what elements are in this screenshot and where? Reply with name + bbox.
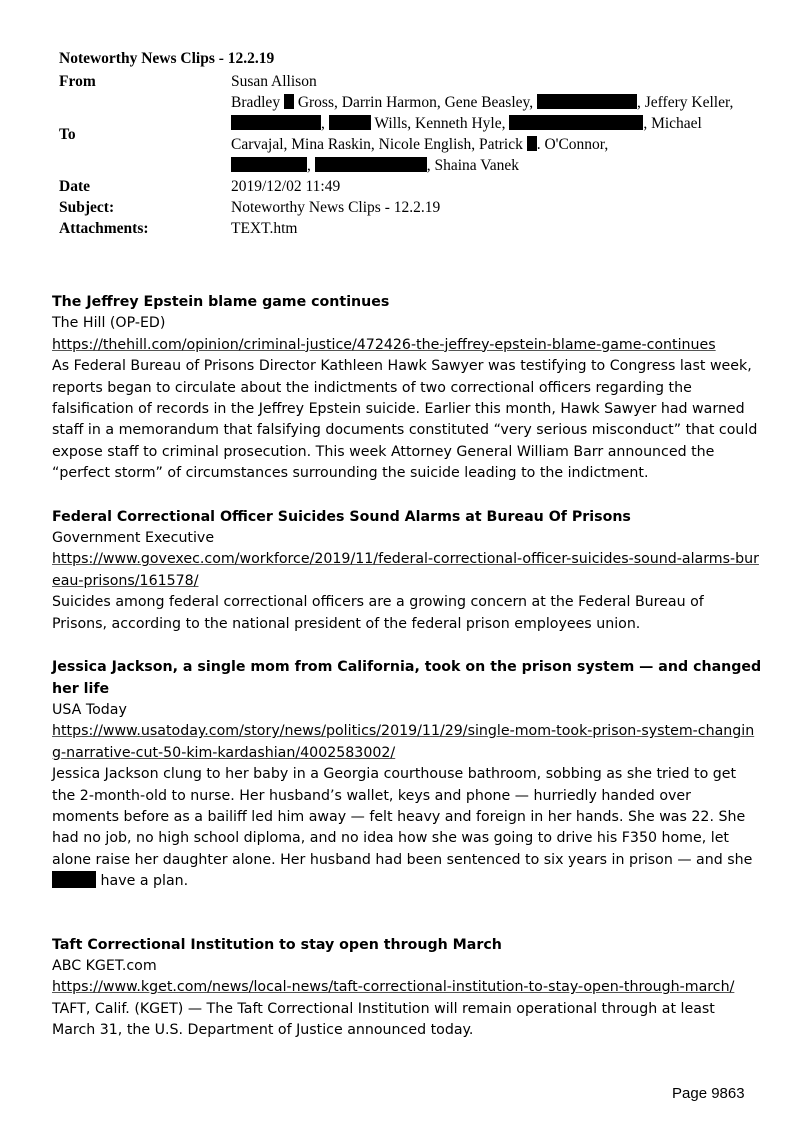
redaction-box [52,871,96,888]
attachments-label: Attachments: [59,220,149,237]
subject-row [59,197,759,218]
to-text: Wills, Kenneth Hyle, [370,115,510,132]
date-row [59,176,759,197]
redaction-box [231,115,321,130]
article-source: ABC KGET.com [52,957,157,974]
redaction-box [284,94,294,109]
redaction-box [527,136,537,151]
article-summary: As Federal Bureau of Prisons Director Kathleen Hawk Sawyer was testifying to Congress last week, reports began to circulate about the indictments of two correctional officers regarding the falsification of records in the Jeffrey Epstein suicide. Earlier this month, Hawk Sawyer had warned staff in a memorandum that falsifying documents constituted “very serious misconduct” that could expose staff to criminal prosecution. This week Attorney General William Barr announced the “perfect storm” of circumstances surrounding the suicide leading to the indictment. [52,358,758,482]
article-title: Federal Correctional Officer Suicides Sound Alarms at Bureau Of Prisons [52,508,631,525]
to-value [231,92,751,176]
to-label: To [59,125,76,143]
to-text: Gross, Darrin Harmon, Gene Beasley, [293,94,538,111]
article-link[interactable]: https://www.govexec.com/workforce/2019/11/federal-correctional-officer-suicides-sound-alarms-bureau-prisons/161578/ [52,551,759,589]
to-text: , Michael Carvajal, Mina Raskin, Nicole English, Patrick [231,115,702,153]
subject-value: Noteworthy News Clips - 12.2.19 [231,199,441,216]
article-taft [52,935,762,1042]
redaction-box [537,94,637,109]
summary-text: Jessica Jackson clung to her baby in a Georgia courthouse bathroom, sobbing as she tried to get the 2-month-old to nurse. Her husband’s wallet, keys and phone — hurriedly handed over moments before as a bailiff led him away — felt heavy and foreign in her hands. She was 22. She had no job, no high school diploma, and no idea how she was going to drive his F350 home, let alone raise her daughter alone. Her husband had been sentenced to six years in prison — and she [52,766,753,868]
email-title: Noteworthy News Clips - 12.2.19 [59,50,275,67]
email-header [59,48,759,239]
from-label: From [59,73,96,90]
article-title: Taft Correctional Institution to stay open through March [52,936,502,953]
to-text: , Shaina Vanek [426,157,520,174]
redaction-box [509,115,643,130]
attachments-value: TEXT.htm [231,220,298,237]
article-officer-suicides [52,507,762,635]
subject-label: Subject: [59,199,115,216]
redaction-box [231,157,307,172]
redaction-box [315,157,427,172]
to-text: , [307,157,315,174]
article-jessica-jackson [52,657,762,892]
date-value: 2019/12/02 11:49 [231,178,341,195]
article-summary [52,764,762,892]
date-label: Date [59,178,90,195]
summary-tail: have a plan. [96,873,189,890]
from-row [59,71,759,92]
from-value: Susan Allison [231,73,317,90]
to-text: . O'Connor, [536,136,609,153]
article-source: Government Executive [52,530,215,547]
to-text: Bradley [231,94,284,111]
article-epstein [52,292,762,485]
article-link[interactable]: https://www.kget.com/news/local-news/taft-correctional-institution-to-stay-open-through-march/ [52,979,735,996]
to-text: , Jeffery Keller, [637,94,734,111]
article-title: The Jeffrey Epstein blame game continues [52,294,390,310]
attachments-row [59,218,759,239]
article-source: The Hill (OP-ED) [52,315,166,332]
article-summary: TAFT, Calif. (KGET) — The Taft Correctional Institution will remain operational through at least March 31, the U.S. Department of Justice announced today. [52,1000,715,1039]
article-link[interactable]: https://www.usatoday.com/story/news/politics/2019/11/29/single-mom-took-prison-system-changing-narrative-cut-50-kim-kardashian/4002583002/ [52,723,755,761]
article-title: Jessica Jackson, a single mom from California, took on the prison system — and changed her life [52,659,762,697]
to-text: , [321,115,329,132]
article-summary: Suicides among federal correctional officers are a growing concern at the Federal Bureau of Prisons, according to the national president of the federal prison employees union. [52,594,704,632]
article-source: USA Today [52,701,127,718]
page-number: Page 9863 [672,1085,745,1102]
news-clips-body [52,292,762,1042]
redaction-box [329,115,371,130]
to-row [59,92,759,176]
article-link[interactable]: https://thehill.com/opinion/criminal-justice/472426-the-jeffrey-epstein-blame-game-continues [52,336,716,353]
